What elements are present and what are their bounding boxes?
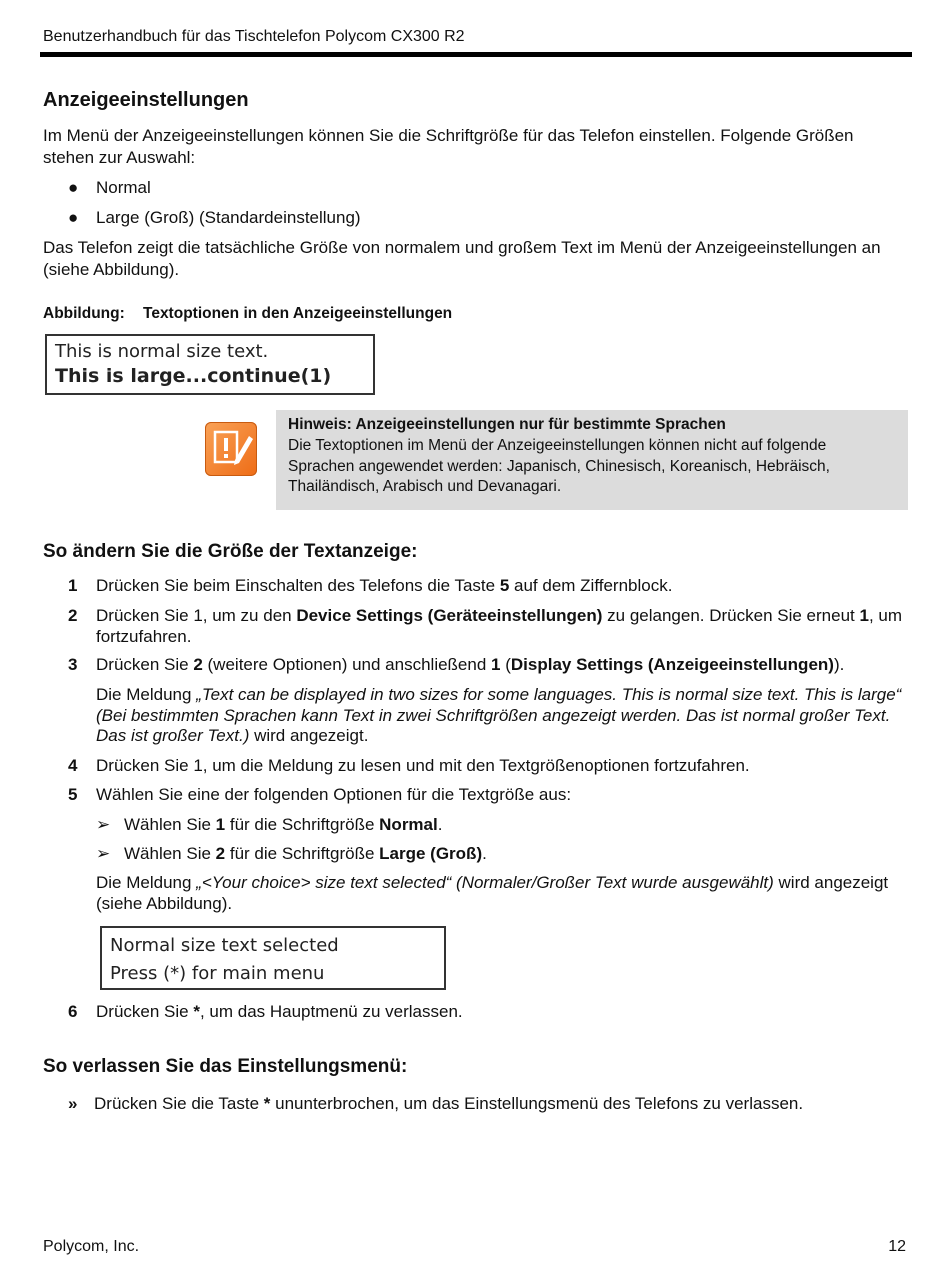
step-number: 4 [68,756,78,775]
section-heading-display-settings: Anzeigeeinstellungen [43,89,249,111]
figure-label: Abbildung: [43,305,125,322]
step-5-message: Die Meldung „<Your choice> size text selected“ (Normaler/Großer Text wurde ausgewählt) wird angezeigt (siehe Abbildung). [96,873,889,913]
step-number: 6 [68,1002,78,1021]
note-pencil-icon [205,422,257,476]
section-heading-exit: So verlassen Sie das Einstellungsmenü: [43,1056,408,1077]
note-title: Hinweis: Anzeigeeinstellungen nur für bestimmte Sprachen [288,416,726,433]
exit-instruction: Drücken Sie die Taste * ununterbrochen, um das Einstellungsmenü des Telefons zu verlassen. [94,1094,804,1113]
arrow-bullet-icon: ➢ [96,815,111,834]
step-number: 3 [68,655,78,674]
lcd-screenshot-text-options [45,334,375,395]
step-number: 1 [68,576,78,595]
page-number: 12 [888,1238,906,1255]
step-number: 2 [68,606,78,625]
list-item [68,178,151,198]
lcd-screenshot-selection [100,926,446,990]
intro-paragraph: Im Menü der Anzeigeeinstellungen können Sie die Schriftgröße für das Telefon einstellen. Folgende Größen stehen zur Auswahl: [43,126,854,167]
note-box [276,410,908,510]
figure-caption [43,305,452,323]
figure-caption-text: Textoptionen in den Anzeigeeinstellungen [143,305,453,322]
step-4: Drücken Sie 1, um die Meldung zu lesen und mit den Textgrößenoptionen fortzufahren. [96,756,750,775]
header-rule [40,52,912,57]
step-number: 5 [68,785,78,804]
list-item [68,208,361,228]
bullet-icon: ● [68,208,79,227]
suboption-normal: Wählen Sie 1 für die Schriftgröße Normal. [124,815,443,834]
section-heading-change-size: So ändern Sie die Größe der Textanzeige: [43,541,418,562]
arrow-bullet-icon: ➢ [96,844,111,863]
after-paragraph: Das Telefon zeigt die tatsächliche Größe von normalem und großem Text im Menü der Anzeigeeinstellungen an (siehe Abbildung). [43,238,881,279]
bullet-icon: ● [68,178,79,197]
step-3-message: Die Meldung „Text can be displayed in two sizes for some languages. This is normal size text. This is large“ (Bei bestimmten Sprachen kann Text in zwei Schriftgrößen angezeigt werden. Das ist normal großer Text. Das ist großer Text.) wird angezeigt. [96,685,902,745]
option-normal: Normal [96,178,151,197]
lcd-line-large: This is large...continue(1) [55,365,332,387]
step-2: Drücken Sie 1, um zu den Device Settings (Geräteeinstellungen) zu gelangen. Drücken Sie erneut 1, um fortzufahren. [96,606,903,646]
step-3: Drücken Sie 2 (weitere Optionen) und anschließend 1 (Display Settings (Anzeigeeinstellungen)). [96,655,845,674]
note-body: Die Textoptionen im Menü der Anzeigeeinstellungen können nicht auf folgende Sprachen angewendet werden: Japanisch, Chinesisch, Koreanisch, Hebräisch, Thailändisch, Arabisch und Devanagari. [288,437,830,495]
running-header: Benutzerhandbuch für das Tischtelefon Polycom CX300 R2 [43,28,465,45]
footer-company: Polycom, Inc. [43,1238,140,1255]
guillemet-icon: » [68,1094,78,1113]
option-large: Large (Groß) (Standardeinstellung) [96,208,361,227]
lcd-line-normal: This is normal size text. [55,341,269,362]
step-6: Drücken Sie *, um das Hauptmenü zu verlassen. [96,1002,463,1021]
lcd-line-selected: Normal size text selected [110,935,339,956]
step-1: Drücken Sie beim Einschalten des Telefons die Taste 5 auf dem Ziffernblock. [96,576,673,595]
step-5: Wählen Sie eine der folgenden Optionen für die Textgröße aus: [96,785,572,804]
suboption-large: Wählen Sie 2 für die Schriftgröße Large (Groß). [124,844,487,863]
lcd-line-menu: Press (*) for main menu [110,963,325,984]
